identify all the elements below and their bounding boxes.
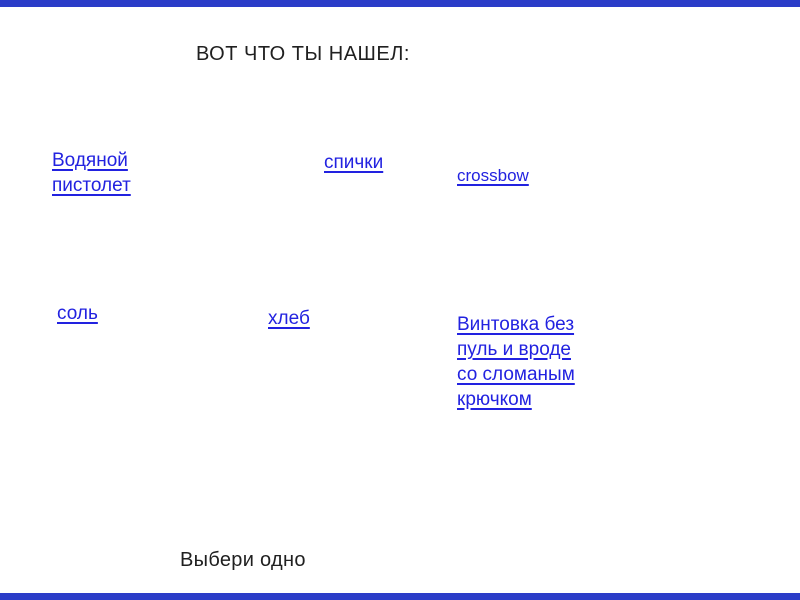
bottom-border-bar [0,593,800,600]
item-link-water-pistol[interactable]: Водяной пистолет [52,150,131,196]
item-link-crossbow[interactable]: crossbow [457,166,529,185]
item-link-matches[interactable]: спички [324,152,384,173]
item-link-bread[interactable]: хлеб [268,308,310,329]
item-link-rifle[interactable]: Винтовка без пуль и вроде со сломаным крючком [457,314,575,410]
choose-one-instruction: Выбери одно [180,549,306,571]
page-title: ВОТ ЧТО ТЫ НАШЕЛ: [196,43,410,65]
item-link-salt[interactable]: соль [57,303,98,324]
top-border-bar [0,0,800,7]
